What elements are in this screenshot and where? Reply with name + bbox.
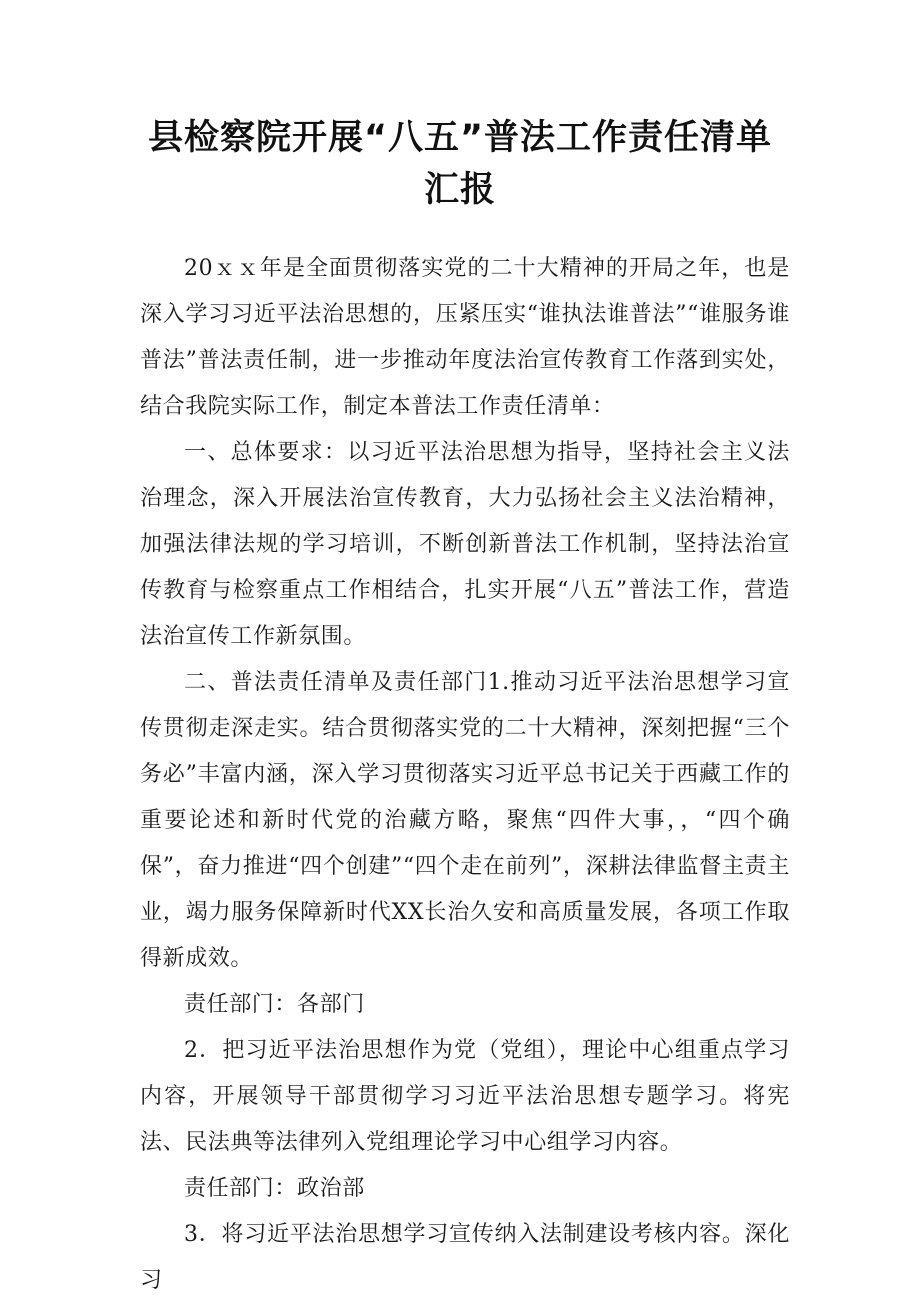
paragraph-responsibility-list: 二、普法责任清单及责任部门1.推动习近平法治思想学习宣传贯彻走深走实。结合贯彻落实党的二十大精神，深刻把握“三个务必”丰富内涵，深入学习贯彻落实习近平总书记关于西藏工作的重要论述和新时代党的治藏方略，聚焦“四件大事，，“四个确保”，奋力推进“四个创建”“四个走在前列”，深耕法律监督主责主业，竭力服务保障新时代XX长治久安和高质量发展，各项工作取得新成效。 (140, 670, 790, 971)
paragraph-item-3: 3．将习近平法治思想学习宣传纳入法制建设考核内容。深化习 (140, 1222, 790, 1293)
paragraph-responsible-dept-1: 责任部门：各部门 (184, 992, 365, 1017)
paragraph-item-2: 2．把习近平法治思想作为党（党组），理论中心组重点学习内容，开展领导干部贯彻学习习近平法治思想专题学习。将宪法、民法典等法律列入党组理论学习中心组学习内容。 (140, 1038, 790, 1155)
paragraph-responsible-dept-2: 责任部门：政治部 (184, 1176, 365, 1201)
paragraph-general-requirements: 一、总体要求：以习近平法治思想为指导，坚持社会主义法治理念，深入开展法治宣传教育，大力弘扬社会主义法治精神，加强法律法规的学习培训，不断创新普法工作机制，坚持法治宣传教育与检察重点工作相结合，扎实开展“八五”普法工作，营造法治宣传工作新氛围。 (140, 440, 790, 649)
document-body (140, 246, 790, 1304)
paragraph-intro: 20ｘｘ年是全面贯彻落实党的二十大精神的开局之年，也是深入学习习近平法治思想的，压紧压实“谁执法谁普法”“谁服务谁普法”普法责任制，进一步推动年度法治宣传教育工作落到实处，结合我院实际工作，制定本普法工作责任清单： (140, 256, 790, 419)
document-title: 县检察院开展“八五”普法工作责任清单汇报 (147, 118, 772, 210)
